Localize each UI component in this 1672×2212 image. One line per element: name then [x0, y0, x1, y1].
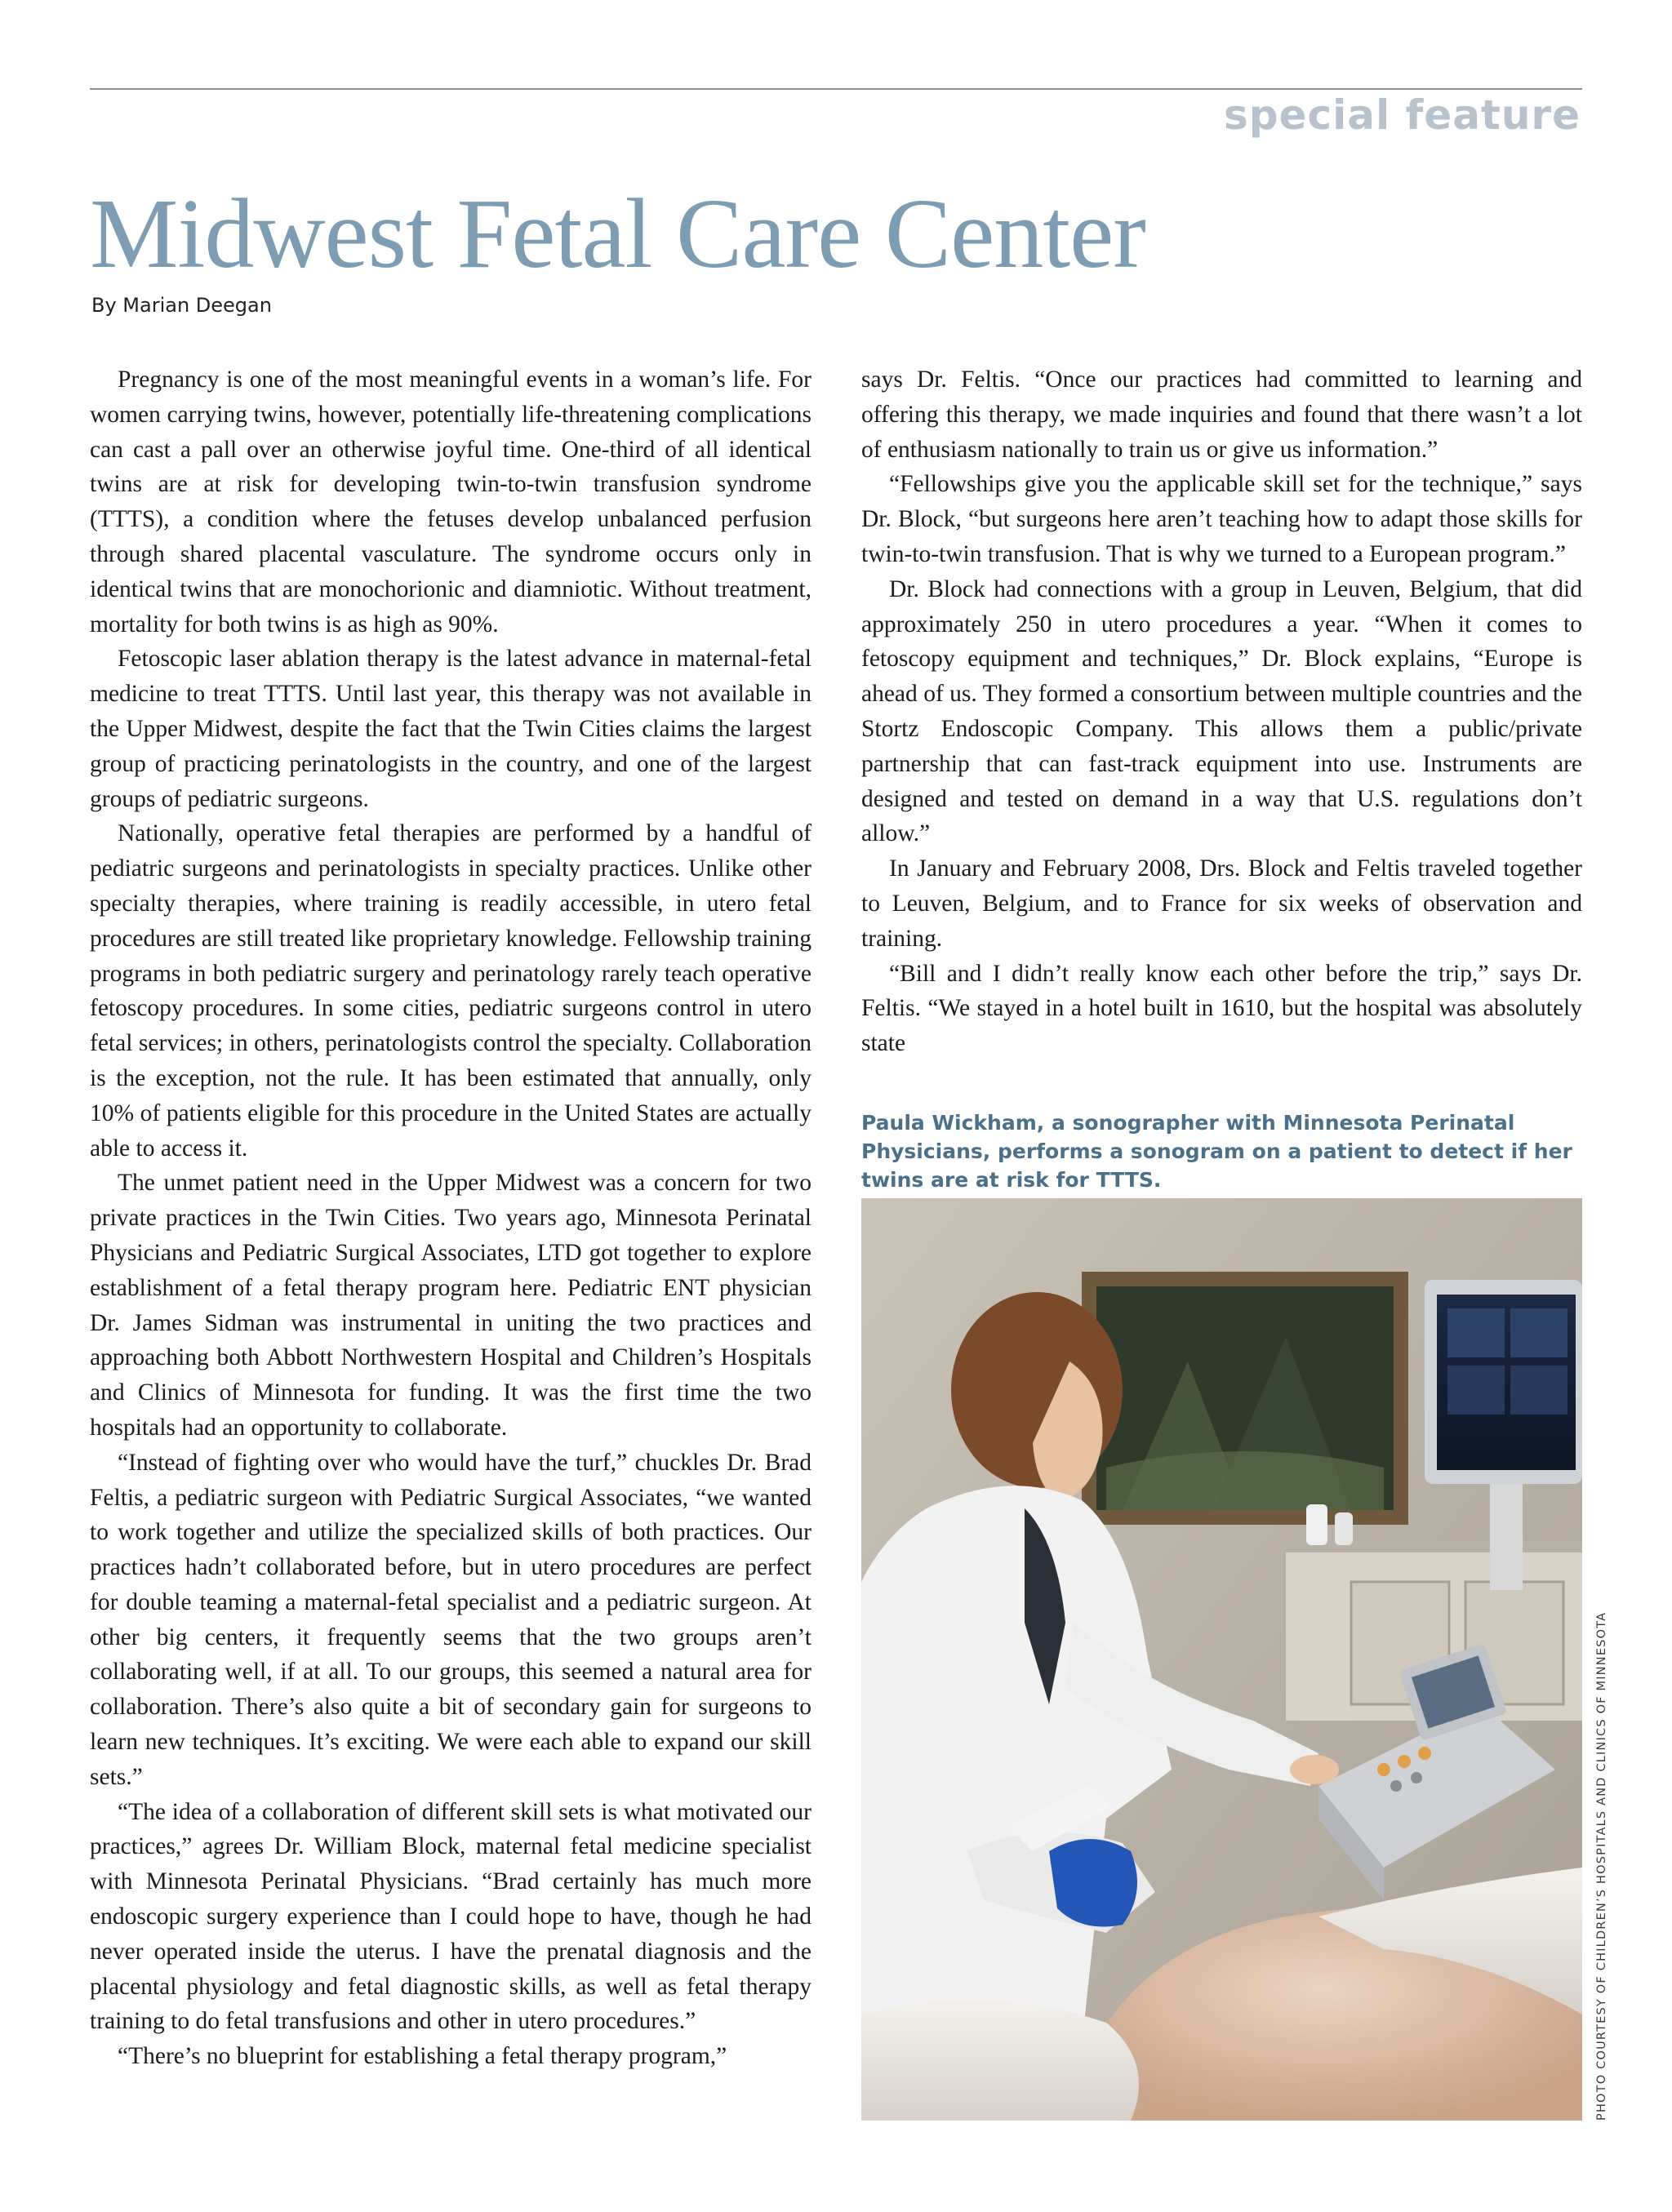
paragraph: “The idea of a collaboration of different skill sets is what motivated our practices,” agrees Dr. William Block, maternal fetal medicine specialist with Minnesota Perinatal Physicians. “Brad certainly has much more endoscopic surgery experience than I could hope to have, though he had never operated inside the uterus. I have the prenatal diagnosis and the placental physiology and fetal diagnostic skills, as well as fetal therapy training to do fetal transfusions and other in utero procedures.”	[90, 1798, 812, 2035]
paragraph: “Instead of fighting over who would have the turf,” chuckles Dr. Brad Feltis, a pediatric surgeon with Pediatric Surgical Associates, “we wanted to work together and utilize the specialized skills of both practices. Our practices hadn’t collaborated before, but in utero procedures are perfect for double teaming a maternal-fetal specialist and a pediatric surgeon. At other big centers, it frequently seems that the two groups aren’t collaborating well, if at all. To our groups, this seemed a natural area for collaboration. There’s also quite a bit of secondary gain for surgeons to learn new techniques. It’s exciting. We were each able to expand our skill sets.”	[90, 1449, 812, 1790]
paragraph-continued: says Dr. Feltis. “Once our practices had committed to learning and offering this therapy, we made inquiries and found that there wasn’t a lot of enthusiasm nationally to train us or give us information.”	[861, 366, 1582, 463]
paragraph: “Fellowships give you the applicable skill set for the technique,” says Dr. Block, “but surgeons here aren’t teaching how to adapt those skills for twin-to-twin transfusion. That is why we turned to a European program.”	[861, 471, 1582, 567]
photo-credit: PHOTO COURTESY OF CHILDREN’S HOSPITALS AND CLINICS OF MINNESOTA	[1595, 1611, 1608, 2121]
photo-caption: Paula Wickham, a sonographer with Minnesota Perinatal Physicians, performs a sonogram on a patient to detect if her twins are at risk for TTTS.	[861, 1111, 1572, 1192]
paragraph: Pregnancy is one of the most meaningful events in a woman’s life. For women carrying twins, however, potentially life-threatening complications can cast a pall over an otherwise joyful time. One-third of all identical twins are at risk for developing twin-to-twin transfusion syndrome (TTTS), a condition where the fetuses develop unbalanced perfusion through shared placental vasculature. The syndrome occurs only in identical twins that are monochorionic and diamniotic. Without treatment, mortality for both twins is as high as 90%.	[90, 366, 812, 637]
paragraph: Dr. Block had connections with a group in Leuven, Belgium, that did approximately 250 in utero procedures a year. “When it comes to fetoscopy equipment and techniques,” Dr. Block explains, “Europe is ahead of us. They formed a consortium between multiple countries and the Stortz Endoscopic Company. This allows them a public/private partnership that can fast-track equipment into use. Instruments are designed and tested on demand in a way that U.S. regulations don’t allow.”	[861, 575, 1582, 847]
left-column	[90, 362, 812, 2074]
right-column	[861, 362, 1582, 1061]
top-rule	[90, 88, 1582, 90]
paragraph: Nationally, operative fetal therapies are performed by a handful of pediatric surgeons and perinatologists in specialty practices. Unlike other specialty therapies, where training is readily accessible, in utero fetal procedures are still treated like proprietary knowledge. Fellowship training programs in both pediatric surgery and perinatology rarely teach operative fetoscopy procedures. In some cities, pediatric surgeons control in utero fetal services; in others, perinatologists control the specialty. Collaboration is the exception, not the rule. It has been estimated that annually, only 10% of patients eligible for this procedure in the United States are actually able to access it.	[90, 820, 812, 1162]
paragraph: “There’s no blueprint for establishing a fetal therapy program,”	[118, 2043, 727, 2070]
paragraph: In January and February 2008, Drs. Block and Feltis traveled together to Leuven, Belgium, and to France for six weeks of observation and training.	[861, 855, 1582, 952]
article-title: Midwest Fetal Care Center	[90, 179, 1145, 289]
section-label: special feature	[1224, 91, 1581, 139]
paragraph: “Bill and I didn’t really know each other before the trip,” says Dr. Feltis. “We stayed in a hotel built in 1610, but the hospital was absolutely state	[861, 960, 1582, 1057]
paragraph: The unmet patient need in the Upper Midwest was a concern for two private practices in the Twin Cities. Two years ago, Minnesota Perinatal Physicians and Pediatric Surgical Associates, LTD got together to explore establishment of a fetal therapy program here. Pediatric ENT physician Dr. James Sidman was instrumental in uniting the two practices and approaching both Abbott Northwestern Hospital and Children’s Hospitals and Clinics of Minnesota for funding. It was the first time the two hospitals had an opportunity to collaborate.	[90, 1170, 812, 1441]
paragraph: Fetoscopic laser ablation therapy is the latest advance in maternal-fetal medicine to treat TTTS. Until last year, this therapy was not available in the Upper Midwest, despite the fact that the Twin Cities claims the largest group of practicing perinatologists in the country, and one of the largest groups of pediatric surgeons.	[90, 646, 812, 812]
byline: By Marian Deegan	[91, 294, 272, 317]
sonogram-photo	[861, 1198, 1582, 2121]
